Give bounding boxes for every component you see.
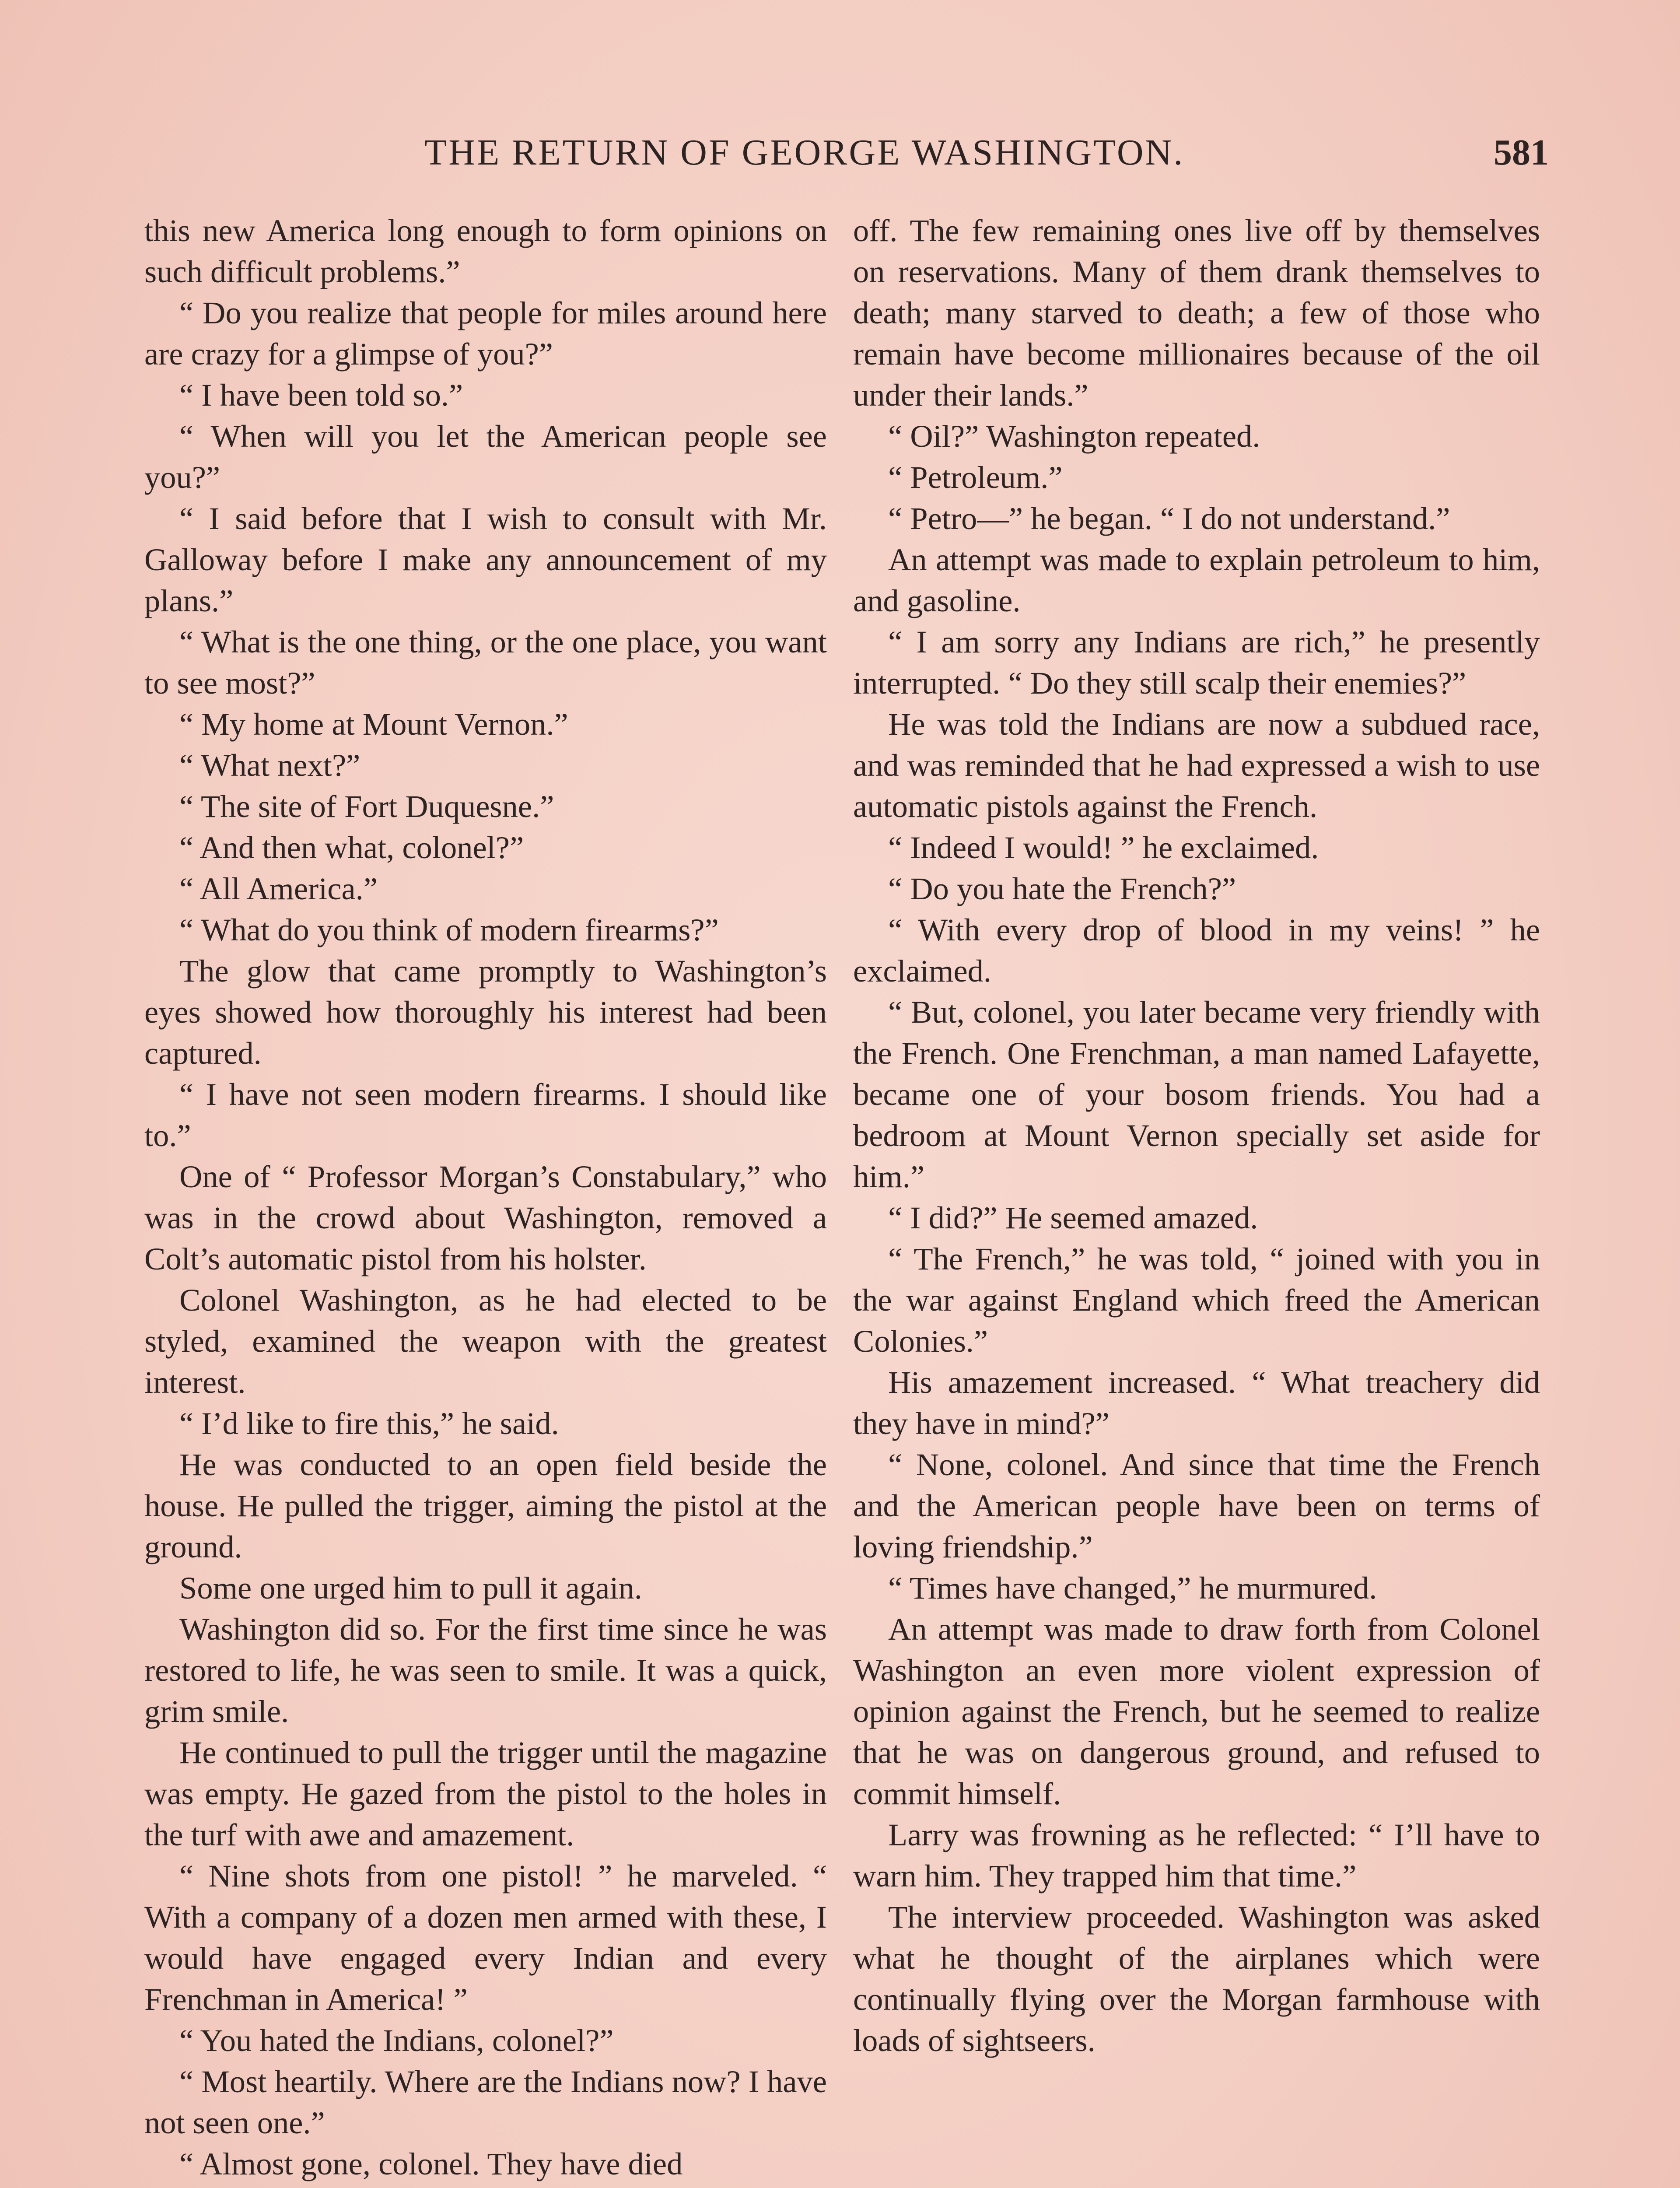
paragraph: “ Petro—” he began. “ I do not understand.” (888, 501, 1450, 536)
paragraph: “ You hated the Indians, colonel?” (179, 2023, 614, 2058)
paragraph: He was told the Indians are now a subdued race, and was reminded that he had expressed a wish to use automatic pistols against the French. (853, 706, 1540, 824)
paragraph: One of “ Professor Morgan’s Constabulary,” who was in the crowd about Washington, removed a Colt’s automatic pistol from his holster. (144, 1159, 827, 1276)
paragraph: “ Oil?” Washington repeated. (888, 418, 1260, 454)
paragraph: “ Almost gone, colonel. They have died (179, 2146, 683, 2181)
right-column (853, 210, 1540, 2061)
paragraph: Larry was frowning as he reflected: “ I’ll have to warn him. They trapped him that time.” (853, 1817, 1540, 1893)
paragraph: “ I have not seen modern firearms. I should like to.” (144, 1076, 827, 1153)
paragraph: “ All America.” (179, 871, 378, 906)
paragraph: “ But, colonel, you later became very friendly with the French. One Frenchman, a man named Lafayette, became one of your bosom friends. You had a bedroom at Mount Vernon specially set aside for him.” (853, 994, 1540, 1194)
paragraph: The interview proceeded. Washington was asked what he thought of the airplanes which were continually flying over the Morgan farmhouse with loads of sightseers. (853, 1899, 1540, 2058)
paragraph: He was conducted to an open field beside the house. He pulled the trigger, aiming the pistol at the ground. (144, 1447, 827, 1564)
paragraph: “ I did?” He seemed amazed. (888, 1200, 1258, 1235)
paragraph: “ I am sorry any Indians are rich,” he presently interrupted. “ Do they still scalp their enemies?” (853, 624, 1540, 701)
paragraph: He continued to pull the trigger until the magazine was empty. He gazed from the pistol to the holes in the turf with awe and amazement. (144, 1735, 827, 1852)
paragraph: Some one urged him to pull it again. (179, 1570, 642, 1606)
paragraph: The glow that came promptly to Washington’s eyes showed how thoroughly his interest had been captured. (144, 953, 827, 1071)
paragraph: “ What is the one thing, or the one place, you want to see most?” (144, 624, 827, 701)
paragraph: “ With every drop of blood in my veins! ” he exclaimed. (853, 912, 1540, 989)
paragraph: “ I said before that I wish to consult with Mr. Galloway before I make any announcement of my plans.” (144, 501, 827, 618)
paragraph: His amazement increased. “ What treachery did they have in mind?” (853, 1364, 1540, 1441)
paragraph: “ None, colonel. And since that time the French and the American people have been on terms of loving friendship.” (853, 1447, 1540, 1564)
left-column (144, 210, 827, 2184)
paragraph: “ Nine shots from one pistol! ” he marveled. “ With a company of a dozen men armed with these, I would have engaged every Indian and every Frenchman in America! ” (144, 1858, 827, 2017)
paragraph: An attempt was made to explain petroleum to him, and gasoline. (853, 542, 1540, 618)
paragraph: “ I have been told so.” (179, 377, 463, 413)
paragraph: “ What do you think of modern firearms?” (179, 912, 719, 947)
paragraph: “ The French,” he was told, “ joined with you in the war against England which freed the American Colonies.” (853, 1241, 1540, 1359)
paragraph: Washington did so. For the first time since he was restored to life, he was seen to smile. It was a quick, grim smile. (144, 1611, 827, 1729)
paragraph: “ And then what, colonel?” (179, 830, 524, 865)
paragraph: Colonel Washington, as he had elected to be styled, examined the weapon with the greatest interest. (144, 1282, 827, 1400)
paragraph: “ My home at Mount Vernon.” (179, 706, 568, 742)
paragraph: “ What next?” (179, 747, 360, 783)
paragraph: “ Indeed I would! ” he exclaimed. (888, 830, 1319, 865)
paragraph: this new America long enough to form opinions on such difficult problems.” (144, 213, 827, 289)
paragraph: “ Do you hate the French?” (888, 871, 1236, 906)
paragraph: “ I’d like to fire this,” he said. (179, 1406, 559, 1441)
paragraph: “ When will you let the American people see you?” (144, 418, 827, 495)
paragraph: off. The few remaining ones live off by themselves on reservations. Many of them drank themselves to death; many starved to death; a few of those who remain have become millionaires because of the oil under their lands.” (853, 213, 1540, 413)
paragraph: “ Most heartily. Where are the Indians now? I have not seen one.” (144, 2064, 827, 2140)
page-number: 581 (1494, 132, 1549, 173)
paragraph: “ The site of Fort Duquesne.” (179, 789, 554, 824)
running-header (140, 131, 1549, 179)
paragraph: “ Times have changed,” he murmured. (888, 1570, 1377, 1606)
paragraph: An attempt was made to draw forth from Colonel Washington an even more violent expression of opinion against the French, but he seemed to realize that he was on dangerous ground, and refused to commit himself. (853, 1611, 1540, 1811)
header-title: THE RETURN OF GEORGE WASHINGTON. (424, 132, 1185, 173)
paragraph: “ Petroleum.” (888, 459, 1063, 495)
paragraph: “ Do you realize that people for miles around here are crazy for a glimpse of you?” (144, 295, 827, 372)
